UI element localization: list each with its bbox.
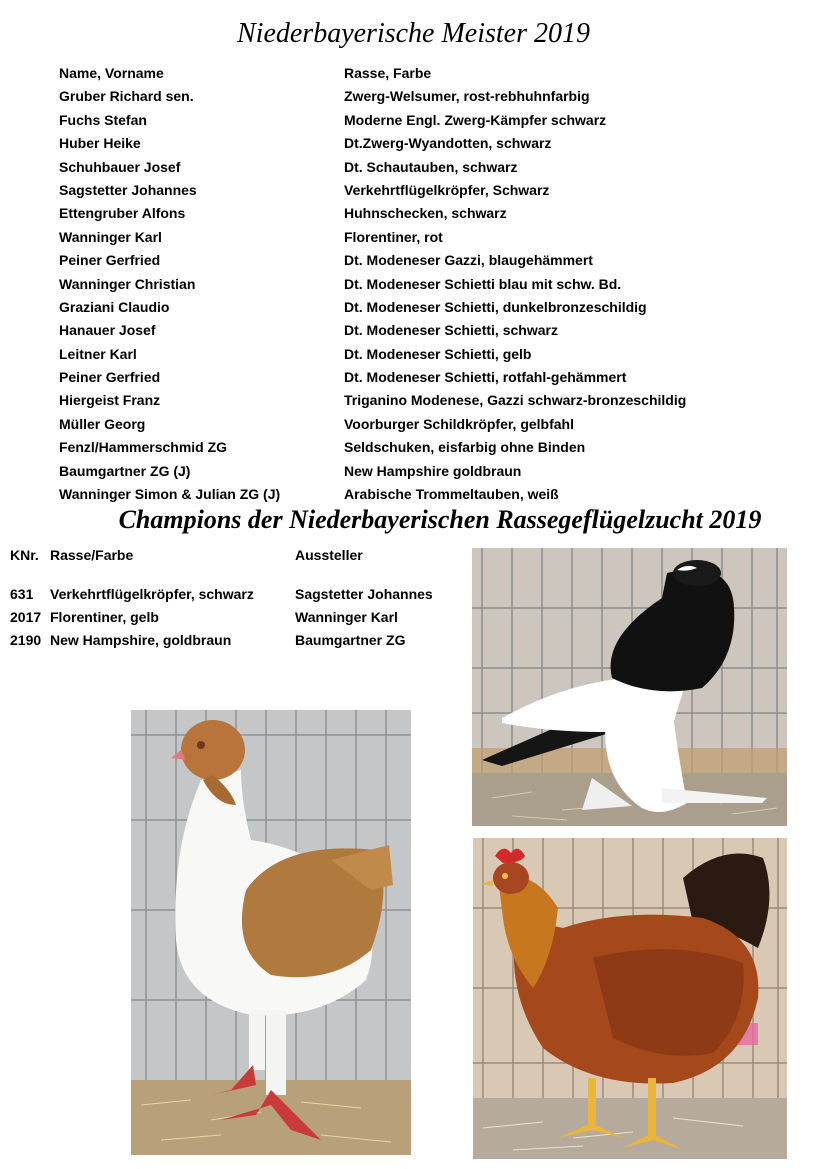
row-name: Wanninger Simon & Julian ZG (J) xyxy=(59,486,281,503)
row-name: Fuchs Stefan xyxy=(59,111,147,128)
row-rasse: Seldschuken, eisfarbig ohne Binden xyxy=(344,439,586,456)
champions-header-knr: KNr. xyxy=(10,547,39,563)
champion-aussteller: Wanninger Karl xyxy=(295,609,398,625)
row-rasse: Dt. Modeneser Schietti, rotfahl-gehämmert xyxy=(344,369,627,386)
champion-aussteller: Sagstetter Johannes xyxy=(295,586,433,602)
meister-title: Niederbayerische Meister 2019 xyxy=(236,18,591,49)
champions-header-aussteller: Aussteller xyxy=(295,547,363,563)
row-rasse: Dt. Modeneser Schietti blau mit schw. Bd. xyxy=(344,275,622,292)
row-name: Leitner Karl xyxy=(59,345,137,362)
row-name: Baumgartner ZG (J) xyxy=(59,462,191,479)
row-rasse: Dt. Modeneser Schietti, gelb xyxy=(344,345,532,362)
row-rasse: Moderne Engl. Zwerg-Kämpfer schwarz xyxy=(344,111,607,128)
champion-rasse: Verkehrtflügelkröpfer, schwarz xyxy=(50,586,254,602)
row-name: Sagstetter Johannes xyxy=(59,181,197,198)
champions-title: Champions der Niederbayerischen Rassegeflügelzucht 2019 xyxy=(118,505,762,534)
table-row xyxy=(10,606,470,629)
row-rasse: Dt. Modeneser Schietti, dunkelbronzeschildig xyxy=(344,298,647,315)
row-name: Peiner Gerfried xyxy=(59,252,161,269)
champion-rasse: Florentiner, gelb xyxy=(50,609,159,625)
row-rasse: Dt. Modeneser Schietti, schwarz xyxy=(344,322,558,339)
new-hampshire-hen-image xyxy=(473,838,787,1159)
row-name: Huber Heike xyxy=(59,135,141,152)
pouter-photo xyxy=(472,548,787,826)
row-name: Hanauer Josef xyxy=(59,322,156,339)
row-rasse: Dt. Modeneser Gazzi, blaugehämmert xyxy=(344,252,593,269)
florentiner-photo xyxy=(131,710,411,1155)
header-name: Name, Vorname xyxy=(59,65,164,81)
row-rasse: Verkehrtflügelkröpfer, Schwarz xyxy=(344,181,550,198)
florentiner-hen-image xyxy=(131,710,411,1155)
row-name: Gruber Richard sen. xyxy=(59,88,194,105)
row-rasse: Arabische Trommeltauben, weiß xyxy=(344,486,559,503)
champion-knr: 2190 xyxy=(10,632,42,648)
row-name: Wanninger Karl xyxy=(59,228,162,245)
row-rasse: New Hampshire goldbraun xyxy=(344,462,522,479)
row-name: Schuhbauer Josef xyxy=(59,158,181,175)
champion-knr: 2017 xyxy=(10,609,42,625)
row-name: Wanninger Christian xyxy=(59,275,196,292)
header-rasse: Rasse, Farbe xyxy=(344,65,432,81)
table-row xyxy=(10,629,470,652)
new-hampshire-photo xyxy=(473,838,787,1159)
row-rasse: Florentiner, rot xyxy=(344,228,443,245)
champion-aussteller: Baumgartner ZG xyxy=(295,632,406,648)
row-rasse: Huhnschecken, schwarz xyxy=(344,205,507,222)
row-name: Müller Georg xyxy=(59,415,146,432)
row-name: Fenzl/Hammerschmid ZG xyxy=(59,439,228,456)
champion-rasse: New Hampshire, goldbraun xyxy=(50,632,232,648)
row-rasse: Triganino Modenese, Gazzi schwarz-bronzeschildig xyxy=(344,392,687,409)
table-row xyxy=(10,583,470,606)
row-name: Hiergeist Franz xyxy=(59,392,161,409)
row-name: Peiner Gerfried xyxy=(59,369,161,386)
pouter-pigeon-image xyxy=(472,548,787,826)
row-rasse: Zwerg-Welsumer, rost-rebhuhnfarbig xyxy=(344,88,590,105)
row-name: Ettengruber Alfons xyxy=(59,205,186,222)
champions-header-rasse: Rasse/Farbe xyxy=(50,547,134,563)
row-name: Graziani Claudio xyxy=(59,298,170,315)
row-rasse: Dt. Schautauben, schwarz xyxy=(344,158,518,175)
row-rasse: Dt.Zwerg-Wyandotten, schwarz xyxy=(344,135,552,152)
champion-knr: 631 xyxy=(10,586,34,602)
row-rasse: Voorburger Schildkröpfer, gelbfahl xyxy=(344,415,574,432)
